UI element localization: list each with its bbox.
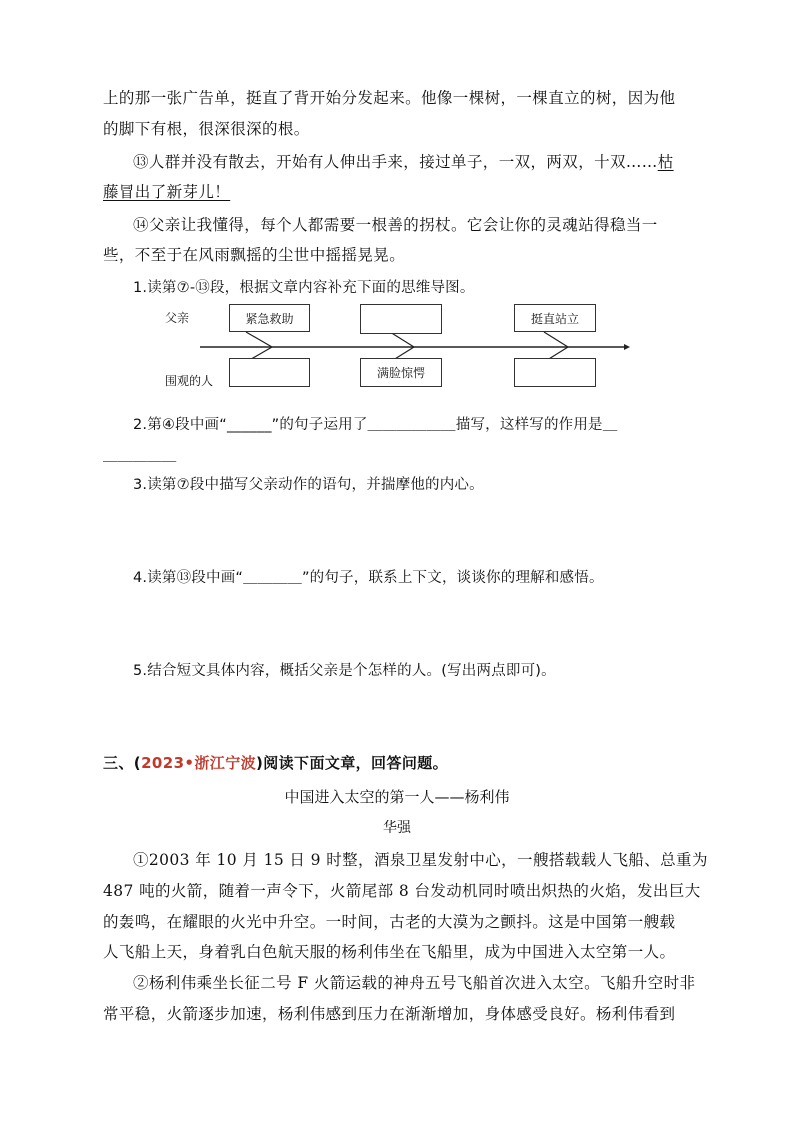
article-line-1: ①2003 年 10 月 15 日 9 时整，酒泉卫星发射中心，一艘搭载载人飞船、总重为 [133, 851, 708, 869]
article-line-4: 人飞船上天，身着乳白色航天服的杨利伟坐在飞船里，成为中国进入太空第一人。 [103, 943, 676, 961]
mindmap-label-onlookers: 围观的人 [165, 374, 214, 388]
passage-p13-text: ⑬人群并没有散去，开始有人伸出手来，接过单子，一双，两双，十双…… [133, 153, 658, 171]
article-title: 中国进入太空的第一人——杨利伟 [284, 788, 510, 806]
mindmap-arrows [0, 0, 794, 420]
section-3-heading [103, 752, 448, 773]
question-2-line1: 2.第④段中画“______”的句子运用了＿＿＿＿＿＿描写，这样写的作用是＿ [133, 417, 618, 433]
question-3: 3.读第⑦段中描写父亲动作的语句，并揣摩他的内心。 [133, 477, 484, 493]
mindmap-arrowhead [624, 344, 630, 350]
article-line-2: 487 吨的火箭，随着一声令下，火箭尾部 8 台发动机同时喷出炽热的火焰，发出巨大 [103, 882, 701, 900]
passage-p13-underlined-end: 藤冒出了新芽儿！ [103, 183, 231, 201]
question-1: 1.读第⑦-⑬段，根据文章内容补充下面的思维导图。 [133, 280, 475, 296]
question-4: 4.读第⑬段中画“＿＿＿＿”的句子，联系上下文，谈谈你的理解和感悟。 [133, 570, 604, 586]
mindmap-top-box-2 [360, 304, 442, 334]
mindmap-bottom-box-2: 满脸惊愕 [360, 358, 442, 387]
question-2-line2: ＿＿＿＿＿ [103, 448, 177, 464]
passage-p12-line2: 的脚下有根，很深很深的根。 [103, 120, 310, 138]
section-3-source: 2023•浙江宁波 [141, 754, 256, 772]
section-3-suffix: )阅读下面文章，回答问题。 [256, 754, 449, 772]
article-author: 华强 [383, 820, 411, 836]
passage-p12-line1: 上的那一张广告单，挺直了背开始分发起来。他像一棵树，一棵直立的树，因为他 [103, 89, 676, 107]
passage-p13-underlined-start: 枯 [657, 153, 674, 171]
passage-p14-line1: ⑭父亲让我懂得，每个人都需要一根善的拐杖。它会让你的灵魂站得稳当一 [133, 216, 658, 234]
mindmap-label-father: 父亲 [165, 311, 190, 325]
article-line-6: 常平稳，火箭逐步加速，杨利伟感到压力在渐渐增加，身体感受良好。杨利伟看到 [103, 1005, 676, 1023]
mindmap-top-box-1: 紧急救助 [229, 304, 310, 332]
article-line-3: 的轰鸣，在耀眼的火光中升空。一时间，古老的大漠为之颤抖。这是中国第一艘载 [103, 913, 676, 931]
article-line-5: ②杨利伟乘坐长征二号 F 火箭运载的神舟五号飞船首次进入太空。飞船升空时非 [133, 974, 696, 992]
question-5: 5.结合短文具体内容，概括父亲是个怎样的人。(写出两点即可)。 [133, 663, 556, 679]
mindmap-top-box-3: 挺直站立 [514, 304, 596, 332]
passage-p14-line2: 些，不至于在风雨飘摇的尘世中摇摇晃晃。 [103, 246, 406, 264]
mindmap-bottom-box-1 [229, 358, 310, 387]
section-3-prefix: 三、( [103, 754, 142, 772]
mindmap-bottom-box-3 [514, 358, 596, 387]
